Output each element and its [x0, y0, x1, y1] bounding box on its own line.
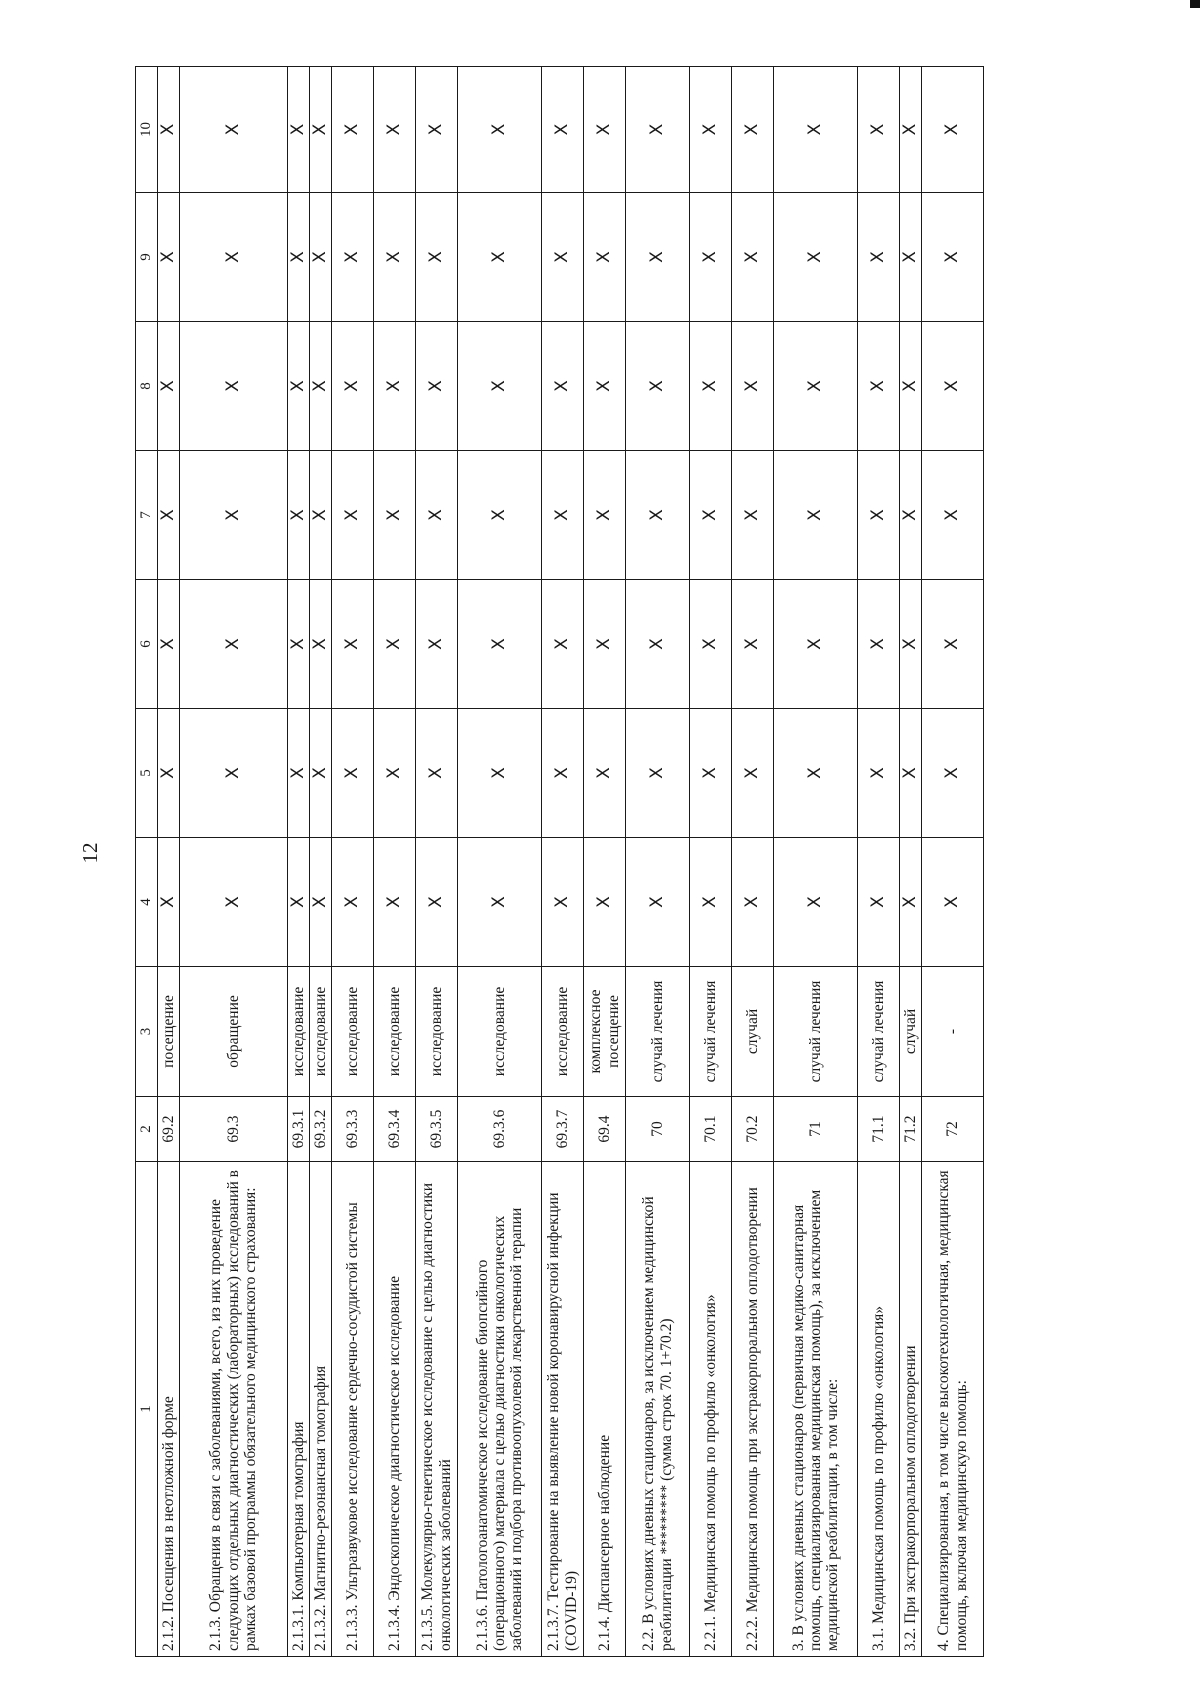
row-value-cell: X [416, 709, 458, 838]
row-value-cell: X [374, 322, 416, 451]
row-name-cell: 2.2. В условиях дневных стационаров, за исключением медицинской реабилитации ********* (сумма строк 70. 1+70.2) [626, 1162, 690, 1657]
row-value-cell: X [690, 709, 732, 838]
row-name-cell: 2.1.3.1. Компьютерная томография [288, 1162, 310, 1657]
row-value-cell: X [858, 580, 900, 709]
row-value-cell: X [732, 451, 774, 580]
row-unit-cell: исследование [458, 967, 542, 1097]
row-value-cell: X [900, 838, 922, 967]
column-header-9: 9 [136, 193, 158, 322]
row-code-cell: 71.1 [858, 1097, 900, 1162]
row-value-cell: X [158, 193, 180, 322]
row-value-cell: X [288, 580, 310, 709]
row-value-cell: X [180, 67, 288, 193]
row-value-cell: X [542, 322, 584, 451]
row-value-cell: X [458, 67, 542, 193]
row-value-cell: X [332, 67, 374, 193]
table-row [288, 67, 310, 1657]
row-code-cell: 71 [774, 1097, 858, 1162]
row-value-cell: X [584, 838, 626, 967]
row-code-cell: 69.3 [180, 1097, 288, 1162]
row-unit-cell: случай лечения [858, 967, 900, 1097]
table-row [180, 67, 288, 1657]
row-name-cell: 3.2. При экстракорпоральном оплодотворении [900, 1162, 922, 1657]
row-code-cell: 72 [922, 1097, 984, 1162]
column-header-6: 6 [136, 580, 158, 709]
row-value-cell: X [690, 451, 732, 580]
column-header-4: 4 [136, 838, 158, 967]
row-unit-cell: - [922, 967, 984, 1097]
row-unit-cell: случай [732, 967, 774, 1097]
row-unit-cell: исследование [374, 967, 416, 1097]
column-header-3: 3 [136, 967, 158, 1097]
row-value-cell: X [310, 451, 332, 580]
row-value-cell: X [542, 451, 584, 580]
row-name-cell: 2.1.4. Диспансерное наблюдение [584, 1162, 626, 1657]
row-value-cell: X [732, 322, 774, 451]
row-value-cell: X [416, 193, 458, 322]
row-code-cell: 69.3.5 [416, 1097, 458, 1162]
row-value-cell: X [158, 580, 180, 709]
row-value-cell: X [922, 838, 984, 967]
row-value-cell: X [900, 193, 922, 322]
table-row [542, 67, 584, 1657]
row-value-cell: X [690, 580, 732, 709]
row-value-cell: X [180, 322, 288, 451]
row-value-cell: X [626, 838, 690, 967]
row-value-cell: X [180, 193, 288, 322]
row-value-cell: X [900, 67, 922, 193]
row-value-cell: X [774, 322, 858, 451]
scan-corner-mark [1190, 0, 1200, 8]
table-row [458, 67, 542, 1657]
row-value-cell: X [900, 451, 922, 580]
row-code-cell: 69.3.4 [374, 1097, 416, 1162]
row-value-cell: X [584, 67, 626, 193]
row-value-cell: X [416, 580, 458, 709]
row-value-cell: X [732, 193, 774, 322]
table-row [922, 67, 984, 1657]
row-code-cell: 69.3.7 [542, 1097, 584, 1162]
row-value-cell: X [690, 838, 732, 967]
table-row [774, 67, 858, 1657]
table-row [732, 67, 774, 1657]
header-row [136, 67, 158, 1657]
row-value-cell: X [542, 193, 584, 322]
table-body [158, 67, 984, 1657]
row-value-cell: X [332, 838, 374, 967]
table-row [416, 67, 458, 1657]
row-value-cell: X [458, 322, 542, 451]
row-name-cell: 2.1.3.3. Ультразвуковое исследование сердечно-сосудистой системы [332, 1162, 374, 1657]
column-header-8: 8 [136, 322, 158, 451]
row-value-cell: X [690, 322, 732, 451]
column-header-10: 10 [136, 67, 158, 193]
row-value-cell: X [374, 580, 416, 709]
row-value-cell: X [158, 838, 180, 967]
row-value-cell: X [858, 67, 900, 193]
row-value-cell: X [922, 580, 984, 709]
row-unit-cell: случай [900, 967, 922, 1097]
row-value-cell: X [288, 838, 310, 967]
row-value-cell: X [158, 709, 180, 838]
row-value-cell: X [310, 838, 332, 967]
row-value-cell: X [774, 838, 858, 967]
row-value-cell: X [690, 193, 732, 322]
row-value-cell: X [332, 322, 374, 451]
row-value-cell: X [332, 580, 374, 709]
row-value-cell: X [774, 193, 858, 322]
row-value-cell: X [542, 67, 584, 193]
row-code-cell: 69.2 [158, 1097, 180, 1162]
row-value-cell: X [626, 67, 690, 193]
table-row [374, 67, 416, 1657]
table-row [584, 67, 626, 1657]
row-value-cell: X [332, 193, 374, 322]
row-name-cell: 2.1.3.2. Магнитно-резонансная томография [310, 1162, 332, 1657]
row-name-cell: 3.1. Медицинская помощь по профилю «онкология» [858, 1162, 900, 1657]
row-code-cell: 69.3.6 [458, 1097, 542, 1162]
row-value-cell: X [900, 709, 922, 838]
row-value-cell: X [180, 580, 288, 709]
row-name-cell: 2.1.3.4. Эндоскопическое диагностическое исследование [374, 1162, 416, 1657]
row-unit-cell: исследование [416, 967, 458, 1097]
row-value-cell: X [288, 709, 310, 838]
row-value-cell: X [288, 193, 310, 322]
row-code-cell: 70.1 [690, 1097, 732, 1162]
row-name-cell: 2.2.2. Медицинская помощь при экстракорпоральном оплодотворении [732, 1162, 774, 1657]
row-value-cell: X [288, 67, 310, 193]
row-value-cell: X [584, 322, 626, 451]
row-value-cell: X [310, 580, 332, 709]
table-row [858, 67, 900, 1657]
row-value-cell: X [584, 709, 626, 838]
row-value-cell: X [922, 709, 984, 838]
row-value-cell: X [374, 193, 416, 322]
row-code-cell: 69.3.2 [310, 1097, 332, 1162]
table-row [310, 67, 332, 1657]
row-code-cell: 70 [626, 1097, 690, 1162]
row-value-cell: X [584, 580, 626, 709]
row-name-cell: 4. Специализированная, в том числе высокотехнологичная, медицинская помощь, включая медицинскую помощь: [922, 1162, 984, 1657]
row-unit-cell: обращение [180, 967, 288, 1097]
column-header-5: 5 [136, 709, 158, 838]
row-value-cell: X [732, 67, 774, 193]
page-number: 12 [78, 842, 102, 864]
row-value-cell: X [690, 67, 732, 193]
row-value-cell: X [626, 580, 690, 709]
row-value-cell: X [310, 709, 332, 838]
row-unit-cell: комплексное посещение [584, 967, 626, 1097]
rotated-table-container [135, 67, 1175, 1657]
row-name-cell: 2.1.2. Посещения в неотложной форме [158, 1162, 180, 1657]
row-unit-cell: посещение [158, 967, 180, 1097]
row-value-cell: X [416, 322, 458, 451]
row-value-cell: X [288, 322, 310, 451]
row-value-cell: X [626, 709, 690, 838]
table-row [158, 67, 180, 1657]
row-value-cell: X [458, 451, 542, 580]
row-value-cell: X [732, 580, 774, 709]
row-code-cell: 70.2 [732, 1097, 774, 1162]
row-value-cell: X [374, 67, 416, 193]
row-name-cell: 2.1.3. Обращения в связи с заболеваниями, всего, из них проведение следующих отдельных диагностических (лабораторных) исследований в рамках базовой программы обязательного медицинского страхования: [180, 1162, 288, 1657]
row-value-cell: X [584, 193, 626, 322]
column-header-1: 1 [136, 1162, 158, 1657]
row-value-cell: X [774, 709, 858, 838]
row-name-cell: 2.1.3.7. Тестирование на выявление новой коронавирусной инфекции (COVID-19) [542, 1162, 584, 1657]
row-value-cell: X [774, 67, 858, 193]
row-code-cell: 69.3.3 [332, 1097, 374, 1162]
row-value-cell: X [416, 838, 458, 967]
medical-care-table [135, 66, 984, 1657]
row-value-cell: X [858, 451, 900, 580]
row-name-cell: 3. В условиях дневных стационаров (первичная медико-санитарная помощь, специализированная медицинская помощь), за исключением медицинской реабилитации, в том числе: [774, 1162, 858, 1657]
row-value-cell: X [310, 322, 332, 451]
row-code-cell: 69.3.1 [288, 1097, 310, 1162]
row-value-cell: X [922, 451, 984, 580]
row-value-cell: X [542, 709, 584, 838]
row-value-cell: X [416, 67, 458, 193]
row-value-cell: X [922, 67, 984, 193]
row-unit-cell: исследование [542, 967, 584, 1097]
row-value-cell: X [900, 580, 922, 709]
row-value-cell: X [542, 580, 584, 709]
row-value-cell: X [858, 838, 900, 967]
column-header-2: 2 [136, 1097, 158, 1162]
row-unit-cell: исследование [288, 967, 310, 1097]
row-value-cell: X [374, 709, 416, 838]
row-value-cell: X [158, 67, 180, 193]
row-value-cell: X [332, 709, 374, 838]
row-unit-cell: исследование [310, 967, 332, 1097]
row-value-cell: X [858, 193, 900, 322]
row-value-cell: X [180, 709, 288, 838]
row-value-cell: X [416, 451, 458, 580]
table-row [626, 67, 690, 1657]
column-header-7: 7 [136, 451, 158, 580]
row-name-cell: 2.1.3.6. Патологоанатомическое исследование биопсийного (операционного) материала с целью диагностики онкологических заболеваний и подбора противоопухолевой лекарственной терапии [458, 1162, 542, 1657]
row-code-cell: 71.2 [900, 1097, 922, 1162]
row-value-cell: X [374, 838, 416, 967]
row-value-cell: X [626, 322, 690, 451]
table-row [690, 67, 732, 1657]
row-value-cell: X [774, 451, 858, 580]
row-value-cell: X [542, 838, 584, 967]
row-unit-cell: случай лечения [626, 967, 690, 1097]
row-value-cell: X [732, 709, 774, 838]
row-unit-cell: случай лечения [774, 967, 858, 1097]
row-value-cell: X [310, 67, 332, 193]
row-value-cell: X [858, 322, 900, 451]
row-value-cell: X [288, 451, 310, 580]
row-value-cell: X [922, 322, 984, 451]
row-value-cell: X [774, 580, 858, 709]
row-value-cell: X [922, 193, 984, 322]
row-value-cell: X [858, 709, 900, 838]
table-row [900, 67, 922, 1657]
row-value-cell: X [158, 322, 180, 451]
row-value-cell: X [900, 322, 922, 451]
row-value-cell: X [626, 451, 690, 580]
row-unit-cell: исследование [332, 967, 374, 1097]
row-value-cell: X [180, 838, 288, 967]
row-value-cell: X [310, 193, 332, 322]
row-unit-cell: случай лечения [690, 967, 732, 1097]
row-name-cell: 2.1.3.5. Молекулярно-генетическое исследование с целью диагностики онкологических заболеваний [416, 1162, 458, 1657]
row-value-cell: X [626, 193, 690, 322]
row-code-cell: 69.4 [584, 1097, 626, 1162]
row-value-cell: X [332, 451, 374, 580]
row-name-cell: 2.2.1. Медицинская помощь по профилю «онкология» [690, 1162, 732, 1657]
row-value-cell: X [458, 838, 542, 967]
row-value-cell: X [458, 193, 542, 322]
row-value-cell: X [584, 451, 626, 580]
row-value-cell: X [158, 451, 180, 580]
row-value-cell: X [458, 580, 542, 709]
row-value-cell: X [180, 451, 288, 580]
row-value-cell: X [374, 451, 416, 580]
table-row [332, 67, 374, 1657]
row-value-cell: X [732, 838, 774, 967]
row-value-cell: X [458, 709, 542, 838]
